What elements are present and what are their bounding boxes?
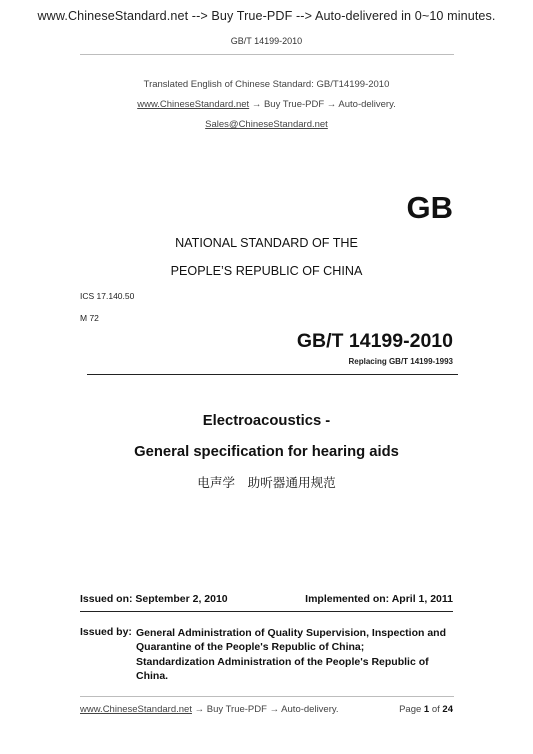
replacing-note: Replacing GB/T 14199-1993 — [348, 357, 453, 366]
ccs-code: M 72 — [80, 313, 99, 323]
footer-delivery-suffix: → Buy True-PDF → Auto-delivery. — [191, 704, 339, 715]
issued-date: Issued on: September 2, 2010 — [80, 593, 228, 605]
chinese-title: 电声学 助听器通用规范 — [197, 475, 336, 490]
translation-note: Translated English of Chinese Standard: GB/T14199-2010 — [143, 79, 390, 90]
site-link[interactable]: www.ChineseStandard.net — [137, 99, 250, 110]
issuer-line: Quarantine of the People's Republic of China; — [136, 641, 365, 654]
issuer-line: Standardization Administration of the People's Republic of — [136, 655, 429, 668]
national-standard-line1: NATIONAL STANDARD OF THE — [175, 236, 358, 250]
footer-delivery-line — [80, 704, 339, 715]
translation-delivery-line — [0, 99, 533, 110]
page-total: 24 — [442, 704, 453, 715]
running-head: GB/T 14199-2010 — [230, 36, 303, 46]
gb-logo: GB — [406, 190, 453, 225]
ics-code: ICS 17.140.50 — [80, 291, 135, 301]
sales-email-link[interactable]: Sales@ChineseStandard.net — [205, 119, 328, 130]
page-of: of — [429, 704, 443, 715]
national-standard-line2: PEOPLE’S REPUBLIC OF CHINA — [170, 264, 363, 278]
header-divider — [80, 54, 454, 55]
top-banner: www.ChineseStandard.net --> Buy True-PDF --> Auto-delivered in 0~10 minutes. — [37, 9, 496, 23]
issuer-line: China. — [136, 669, 169, 682]
document-title-line1: Electroacoustics - — [202, 413, 331, 429]
page-current: 1 — [423, 704, 430, 715]
title-divider — [87, 374, 458, 375]
implemented-date: Implemented on: April 1, 2011 — [305, 593, 453, 605]
page-counter — [399, 704, 453, 715]
standard-number: GB/T 14199-2010 — [296, 330, 453, 352]
footer-site-link[interactable]: www.ChineseStandard.net — [80, 704, 192, 715]
issuer-label: Issued by: — [80, 626, 132, 638]
dates-divider — [80, 611, 453, 612]
delivery-suffix: → Buy True-PDF → Auto-delivery. — [249, 99, 396, 110]
page-prefix: Page — [399, 704, 424, 715]
issuer-body — [136, 626, 453, 683]
footer-divider — [80, 696, 454, 697]
issuer-line: General Administration of Quality Supervision, Inspection and — [136, 627, 446, 639]
document-title-line2: General specification for hearing aids — [134, 444, 399, 460]
